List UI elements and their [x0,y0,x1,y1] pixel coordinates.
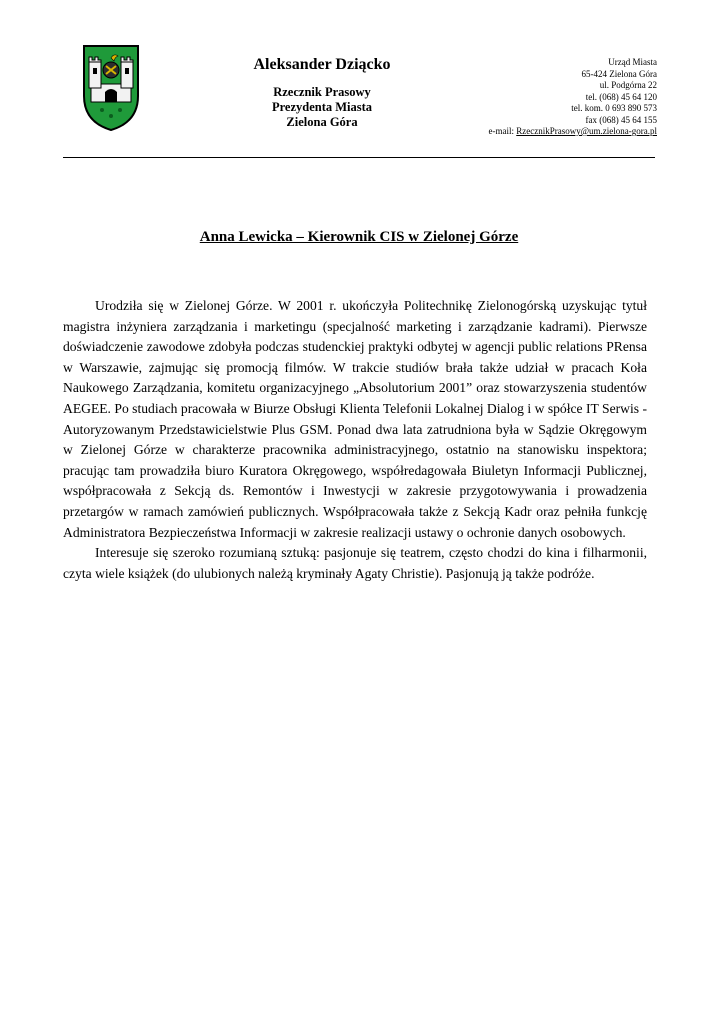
contact-line: ul. Podgórna 22 [599,80,657,90]
role-line: Rzecznik Prasowy [273,85,371,99]
role-line: Zielona Góra [286,115,358,129]
contact-info [489,57,658,138]
contact-line: tel. (068) 45 64 120 [585,91,657,102]
header-divider [63,157,655,158]
author-role [200,85,444,130]
document-body [63,296,647,584]
contact-line: Urząd Miasta [608,57,657,67]
role-line: Prezydenta Miasta [271,100,373,114]
body-paragraph: Urodziła się w Zielonej Górze. W 2001 r. ukończyła Politechnikę Zielonogórską uzyskując tytuł magistra inżyniera zarządzania i marketingu (specjalność marketing i zarządzanie kadrami). Pierwsze doświadczenie zawodowe zdobyła podczas studenckiej praktyki odbytej w agencji public relations PRensa w Warszawie, zajmując się promocją filmów. W trakcie studiów brała także udział w pracach Koła Naukowego Zarządzania, komitetu organizacyjnego „Absolutorium 2001” oraz stowarzyszenia studentów AEGEE. Po studiach pracowała w Biurze Obsługi Klienta Telefonii Lokalnej Dialog i w spółce IT Serwis - Autoryzowanym Przedstawicielstwie Plus GSM. Ponad dwa lata zatrudniona była w Sądzie Okręgowym w Zielonej Górze w charakterze pracownika administracyjnego, ostatnio na stanowisku inspektora; pracując tam prowadziła biuro Kuratora Okręgowego, współredagowała Biuletyn Informacji Publicznej, współpracowała z Sekcją ds. Remontów i Inwestycji w zakresie przygotowywania i prowadzenia przetargów w ramach zamówień publicznych. Współpracowała także z Sekcją Kadr oraz pełniła funkcję Administratora Bezpieczeństwa Informacji w zakresie realizacji ustawy o ochronie danych osobowych. [63,298,647,540]
contact-line: 65-424 Zielona Góra [581,68,657,79]
document-title: Anna Lewicka – Kierownik CIS w Zielonej Górze [199,229,519,245]
contact-email-line [489,126,658,138]
author-name: Aleksander Dziącko [253,56,391,73]
body-paragraph: Interesuje się szeroko rozumianą sztuką: pasjonuje się teatrem, często chodzi do kina i filharmonii, czyta wiele książek (do ulubionych należą kryminały Agaty Christie). Pasjonują ją także podróże. [63,545,647,581]
email-link[interactable]: RzecznikPrasowy@um.zielona-gora.pl [516,126,657,136]
email-label: e-mail: [488,126,517,136]
contact-line: tel. kom. 0 693 890 573 [571,103,657,113]
contact-line: fax (068) 45 64 155 [585,114,657,125]
coat-of-arms-logo [82,44,140,132]
